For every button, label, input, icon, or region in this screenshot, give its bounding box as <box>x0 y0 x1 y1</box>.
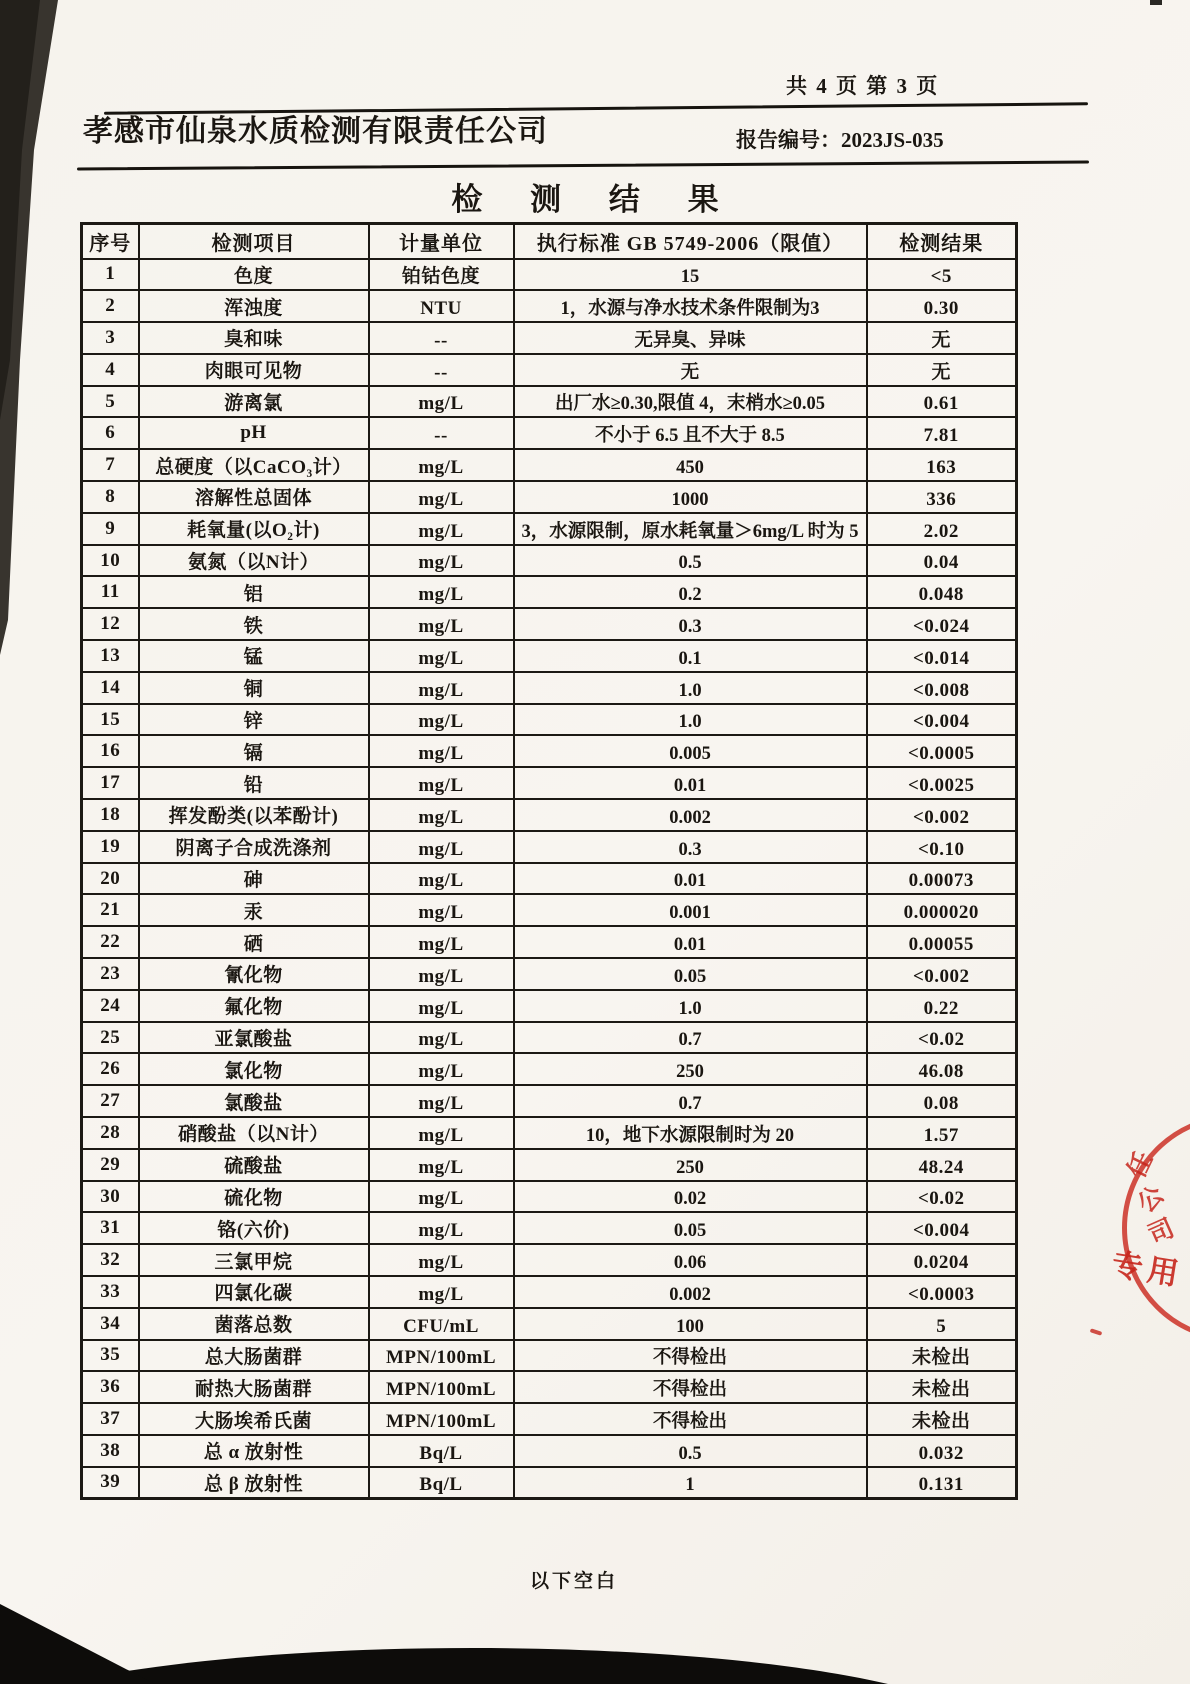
cell-unit: 铂钴色度 <box>369 259 514 291</box>
cell-unit: NTU <box>369 290 514 322</box>
table-row <box>82 831 1017 863</box>
cell-unit: mg/L <box>369 926 514 958</box>
cell-result: <0.024 <box>867 608 1017 640</box>
cell-row-number: 29 <box>82 1149 139 1181</box>
cell-unit: -- <box>369 322 514 354</box>
cell-item-name: 锰 <box>139 640 369 672</box>
cell-result: 1.57 <box>867 1117 1017 1149</box>
cell-row-number: 36 <box>82 1371 139 1403</box>
seal-center-text-fragment: 专用 <box>1109 1246 1186 1293</box>
cell-row-number: 24 <box>82 990 139 1022</box>
cell-standard-limit: 1，水源与净水技术条件限制为3 <box>514 290 867 322</box>
cell-standard-limit: 0.01 <box>514 926 867 958</box>
cell-row-number: 26 <box>82 1053 139 1085</box>
end-of-content-note: 以下空白 <box>530 1571 619 1592</box>
cell-standard-limit: 15 <box>514 259 867 291</box>
cell-result: <0.0025 <box>867 767 1017 799</box>
cell-unit: mg/L <box>369 704 514 736</box>
table-row <box>82 608 1017 640</box>
cell-row-number: 8 <box>82 481 139 513</box>
cell-standard-limit: 出厂水≥0.30,限值 4，末梢水≥0.05 <box>514 386 867 418</box>
table-row <box>82 894 1017 926</box>
cell-standard-limit: 不得检出 <box>514 1371 867 1403</box>
cell-unit: mg/L <box>369 1212 514 1244</box>
cell-unit: mg/L <box>369 1181 514 1213</box>
cell-row-number: 16 <box>82 735 139 767</box>
table-row <box>82 990 1017 1022</box>
cell-row-number: 35 <box>82 1340 139 1372</box>
cell-result: <5 <box>867 259 1017 291</box>
table-row <box>82 545 1017 577</box>
cell-item-name: 铁 <box>139 608 369 640</box>
cell-result: <0.002 <box>867 799 1017 831</box>
cell-standard-limit: 1.0 <box>514 704 867 736</box>
table-row <box>82 354 1017 386</box>
cell-row-number: 22 <box>82 926 139 958</box>
cell-result: <0.10 <box>867 831 1017 863</box>
table-row <box>82 1244 1017 1276</box>
cell-item-name: 砷 <box>139 863 369 895</box>
cell-row-number: 1 <box>82 259 139 291</box>
cell-item-name: 四氯化碳 <box>139 1276 369 1308</box>
cell-row-number: 3 <box>82 322 139 354</box>
cell-row-number: 28 <box>82 1117 139 1149</box>
cell-result: 0.048 <box>867 576 1017 608</box>
cell-row-number: 33 <box>82 1276 139 1308</box>
cell-unit: mg/L <box>369 958 514 990</box>
cell-standard-limit: 250 <box>514 1053 867 1085</box>
cell-unit: MPN/100mL <box>369 1371 514 1403</box>
table-header-row <box>82 224 1017 259</box>
cell-standard-limit: 0.05 <box>514 958 867 990</box>
scan-edge-artifact-top-left <box>0 0 58 655</box>
cell-result: 48.24 <box>867 1149 1017 1181</box>
header-standard-limit: 执行标准 GB 5749-2006（限值） <box>514 224 867 259</box>
table-row <box>82 1117 1017 1149</box>
table-row <box>82 926 1017 958</box>
seal-ring-text-fragment: 司 <box>1144 1214 1179 1250</box>
cell-item-name: 挥发酚类(以苯酚计) <box>139 799 369 831</box>
cell-result: 7.81 <box>867 417 1017 449</box>
cell-unit: mg/L <box>369 1117 514 1149</box>
table-row <box>82 1308 1017 1340</box>
cell-row-number: 21 <box>82 894 139 926</box>
cell-item-name: 铜 <box>139 672 369 704</box>
cell-result: 无 <box>867 354 1017 386</box>
cell-unit: mg/L <box>369 1276 514 1308</box>
cell-standard-limit: 0.001 <box>514 894 867 926</box>
cell-item-name: 氟化物 <box>139 990 369 1022</box>
page-count-indicator: 共 4 页 第 3 页 <box>786 74 940 98</box>
cell-unit: mg/L <box>369 1022 514 1054</box>
cell-item-name: 镉 <box>139 735 369 767</box>
header-rule-bottom <box>77 160 1089 170</box>
table-row <box>82 640 1017 672</box>
table-row <box>82 1022 1017 1054</box>
report-number-label: 报告编号： <box>736 128 841 152</box>
header-unit: 计量单位 <box>369 224 514 259</box>
cell-item-name: 铬(六价) <box>139 1212 369 1244</box>
cell-result: <0.0003 <box>867 1276 1017 1308</box>
table-row <box>82 513 1017 545</box>
table-row <box>82 259 1017 291</box>
table-row <box>82 672 1017 704</box>
cell-row-number: 37 <box>82 1403 139 1435</box>
cell-row-number: 30 <box>82 1181 139 1213</box>
cell-unit: mg/L <box>369 545 514 577</box>
cell-item-name: 硒 <box>139 926 369 958</box>
report-number <box>736 124 944 154</box>
cell-standard-limit: 1.0 <box>514 672 867 704</box>
table-row <box>82 290 1017 322</box>
cell-item-name: 汞 <box>139 894 369 926</box>
cell-result: 未检出 <box>867 1403 1017 1435</box>
cell-result: 0.032 <box>867 1435 1017 1467</box>
table-row <box>82 1085 1017 1117</box>
cell-standard-limit: 0.02 <box>514 1181 867 1213</box>
cell-item-name: 锌 <box>139 704 369 736</box>
cell-row-number: 20 <box>82 863 139 895</box>
cell-standard-limit: 450 <box>514 449 867 481</box>
cell-item-name: 氯酸盐 <box>139 1085 369 1117</box>
cell-item-name: 氨氮（以N计） <box>139 545 369 577</box>
table-row <box>82 576 1017 608</box>
cell-unit: mg/L <box>369 449 514 481</box>
cell-standard-limit: 0.002 <box>514 1276 867 1308</box>
cell-unit: mg/L <box>369 640 514 672</box>
cell-item-name: 三氯甲烷 <box>139 1244 369 1276</box>
table-row <box>82 1181 1017 1213</box>
cell-item-name: 臭和味 <box>139 322 369 354</box>
cell-item-name: 铅 <box>139 767 369 799</box>
cell-standard-limit: 1.0 <box>514 990 867 1022</box>
cell-standard-limit: 10，地下水源限制时为 20 <box>514 1117 867 1149</box>
table-row <box>82 1053 1017 1085</box>
cell-result: 0.000020 <box>867 894 1017 926</box>
cell-standard-limit: 100 <box>514 1308 867 1340</box>
cell-unit: mg/L <box>369 1149 514 1181</box>
cell-standard-limit: 无 <box>514 354 867 386</box>
cell-result: <0.02 <box>867 1022 1017 1054</box>
cell-item-name: 溶解性总固体 <box>139 481 369 513</box>
table-row <box>82 386 1017 418</box>
cell-row-number: 4 <box>82 354 139 386</box>
cell-row-number: 31 <box>82 1212 139 1244</box>
table-row <box>82 767 1017 799</box>
cell-item-name: 亚氯酸盐 <box>139 1022 369 1054</box>
cell-item-name: 大肠埃希氏菌 <box>139 1403 369 1435</box>
results-table <box>80 222 1018 1500</box>
cell-standard-limit: 不得检出 <box>514 1340 867 1372</box>
cell-standard-limit: 0.5 <box>514 545 867 577</box>
scan-edge-artifact-bottom-left <box>0 1604 155 1684</box>
cell-standard-limit: 1000 <box>514 481 867 513</box>
cell-item-name: pH <box>139 417 369 449</box>
cell-unit: -- <box>369 417 514 449</box>
scan-edge-artifact-top-right-tick <box>1150 0 1162 5</box>
cell-result: 0.30 <box>867 290 1017 322</box>
cell-result: 未检出 <box>867 1371 1017 1403</box>
cell-item-name: 菌落总数 <box>139 1308 369 1340</box>
cell-unit: -- <box>369 354 514 386</box>
cell-unit: mg/L <box>369 990 514 1022</box>
cell-unit: mg/L <box>369 576 514 608</box>
cell-result: 2.02 <box>867 513 1017 545</box>
table-row <box>82 1371 1017 1403</box>
cell-unit: mg/L <box>369 831 514 863</box>
cell-result: 0.04 <box>867 545 1017 577</box>
cell-unit: mg/L <box>369 1085 514 1117</box>
cell-unit: mg/L <box>369 672 514 704</box>
table-row <box>82 449 1017 481</box>
cell-row-number: 14 <box>82 672 139 704</box>
cell-result: 0.22 <box>867 990 1017 1022</box>
table-row <box>82 1149 1017 1181</box>
cell-standard-limit: 0.01 <box>514 863 867 895</box>
document-title: 检 测 结 果 <box>451 182 739 217</box>
table-row <box>82 799 1017 831</box>
cell-result: 0.131 <box>867 1467 1017 1499</box>
cell-row-number: 32 <box>82 1244 139 1276</box>
table-row <box>82 1212 1017 1244</box>
cell-unit: mg/L <box>369 894 514 926</box>
cell-unit: mg/L <box>369 386 514 418</box>
cell-standard-limit: 不小于 6.5 且不大于 8.5 <box>514 417 867 449</box>
cell-unit: mg/L <box>369 481 514 513</box>
table-row <box>82 735 1017 767</box>
cell-item-name: 耐热大肠菌群 <box>139 1371 369 1403</box>
cell-result: 未检出 <box>867 1340 1017 1372</box>
cell-row-number: 19 <box>82 831 139 863</box>
cell-standard-limit: 0.2 <box>514 576 867 608</box>
cell-standard-limit: 0.3 <box>514 608 867 640</box>
cell-result: 46.08 <box>867 1053 1017 1085</box>
cell-standard-limit: 0.005 <box>514 735 867 767</box>
cell-unit: Bq/L <box>369 1467 514 1499</box>
cell-unit: mg/L <box>369 799 514 831</box>
cell-result: <0.02 <box>867 1181 1017 1213</box>
cell-item-name: 氯化物 <box>139 1053 369 1085</box>
cell-item-name: 总大肠菌群 <box>139 1340 369 1372</box>
cell-standard-limit: 0.3 <box>514 831 867 863</box>
cell-item-name: 游离氯 <box>139 386 369 418</box>
cell-result: 0.00073 <box>867 863 1017 895</box>
cell-unit: CFU/mL <box>369 1308 514 1340</box>
cell-result: <0.014 <box>867 640 1017 672</box>
cell-row-number: 34 <box>82 1308 139 1340</box>
cell-result: <0.0005 <box>867 735 1017 767</box>
cell-row-number: 27 <box>82 1085 139 1117</box>
cell-standard-limit: 1 <box>514 1467 867 1499</box>
cell-standard-limit: 0.1 <box>514 640 867 672</box>
cell-standard-limit: 0.01 <box>514 767 867 799</box>
cell-row-number: 15 <box>82 704 139 736</box>
table-row <box>82 1435 1017 1467</box>
cell-row-number: 23 <box>82 958 139 990</box>
cell-unit: mg/L <box>369 735 514 767</box>
cell-item-name: 铝 <box>139 576 369 608</box>
cell-standard-limit: 不得检出 <box>514 1403 867 1435</box>
table-row <box>82 322 1017 354</box>
cell-item-name: 肉眼可见物 <box>139 354 369 386</box>
cell-item-name: 色度 <box>139 259 369 291</box>
cell-unit: mg/L <box>369 608 514 640</box>
cell-unit: mg/L <box>369 513 514 545</box>
cell-row-number: 6 <box>82 417 139 449</box>
cell-item-name: 硝酸盐（以N计） <box>139 1117 369 1149</box>
cell-row-number: 9 <box>82 513 139 545</box>
cell-standard-limit: 0.7 <box>514 1085 867 1117</box>
cell-item-name: 总 β 放射性 <box>139 1467 369 1499</box>
cell-row-number: 13 <box>82 640 139 672</box>
table-row <box>82 1340 1017 1372</box>
cell-unit: MPN/100mL <box>369 1403 514 1435</box>
seal-ring-text-fragment: 公 <box>1132 1181 1170 1219</box>
cell-unit: MPN/100mL <box>369 1340 514 1372</box>
report-number-value: 2023JS-035 <box>841 128 944 152</box>
cell-item-name: 氰化物 <box>139 958 369 990</box>
cell-row-number: 39 <box>82 1467 139 1499</box>
cell-row-number: 38 <box>82 1435 139 1467</box>
scan-edge-artifact-bottom-band <box>58 1648 888 1684</box>
cell-result: 5 <box>867 1308 1017 1340</box>
seal-ink-fleck <box>1090 1328 1103 1336</box>
cell-result: 0.0204 <box>867 1244 1017 1276</box>
cell-item-name: 总硬度（以CaCO₃计） <box>139 449 369 481</box>
table-row <box>82 958 1017 990</box>
cell-unit: mg/L <box>369 863 514 895</box>
company-name: 孝感市仙泉水质检测有限责任公司 <box>83 115 548 148</box>
cell-standard-limit: 0.05 <box>514 1212 867 1244</box>
cell-unit: mg/L <box>369 1053 514 1085</box>
header-item-name: 检测项目 <box>139 224 369 259</box>
cell-item-name: 总 α 放射性 <box>139 1435 369 1467</box>
cell-item-name: 硫酸盐 <box>139 1149 369 1181</box>
cell-standard-limit: 0.002 <box>514 799 867 831</box>
table-row <box>82 1467 1017 1499</box>
cell-standard-limit: 0.06 <box>514 1244 867 1276</box>
cell-row-number: 5 <box>82 386 139 418</box>
cell-row-number: 17 <box>82 767 139 799</box>
cell-result: 163 <box>867 449 1017 481</box>
cell-item-name: 浑浊度 <box>139 290 369 322</box>
cell-item-name: 阴离子合成洗涤剂 <box>139 831 369 863</box>
cell-standard-limit: 0.7 <box>514 1022 867 1054</box>
cell-standard-limit: 250 <box>514 1149 867 1181</box>
header-row-number: 序号 <box>82 224 139 259</box>
cell-result: 无 <box>867 322 1017 354</box>
cell-result: <0.004 <box>867 704 1017 736</box>
cell-item-name: 硫化物 <box>139 1181 369 1213</box>
seal-ring-text-fragment: 任 <box>1123 1147 1159 1183</box>
cell-result: <0.002 <box>867 958 1017 990</box>
table-row <box>82 863 1017 895</box>
cell-row-number: 2 <box>82 290 139 322</box>
cell-unit: Bq/L <box>369 1435 514 1467</box>
cell-result: 336 <box>867 481 1017 513</box>
cell-unit: mg/L <box>369 1244 514 1276</box>
table-row <box>82 1276 1017 1308</box>
cell-row-number: 10 <box>82 545 139 577</box>
cell-result: <0.004 <box>867 1212 1017 1244</box>
cell-row-number: 7 <box>82 449 139 481</box>
cell-result: <0.008 <box>867 672 1017 704</box>
table-row <box>82 417 1017 449</box>
cell-row-number: 18 <box>82 799 139 831</box>
cell-row-number: 12 <box>82 608 139 640</box>
cell-row-number: 25 <box>82 1022 139 1054</box>
cell-standard-limit: 3，水源限制，原水耗氧量＞6mg/L 时为 5 <box>514 513 867 545</box>
table-row <box>82 704 1017 736</box>
cell-result: 0.00055 <box>867 926 1017 958</box>
table-row <box>82 1403 1017 1435</box>
cell-item-name: 耗氧量(以O₂计) <box>139 513 369 545</box>
table-row <box>82 481 1017 513</box>
cell-standard-limit: 0.5 <box>514 1435 867 1467</box>
header-result: 检测结果 <box>867 224 1017 259</box>
cell-result: 0.08 <box>867 1085 1017 1117</box>
cell-unit: mg/L <box>369 767 514 799</box>
cell-result: 0.61 <box>867 386 1017 418</box>
cell-standard-limit: 无异臭、异味 <box>514 322 867 354</box>
cell-row-number: 11 <box>82 576 139 608</box>
